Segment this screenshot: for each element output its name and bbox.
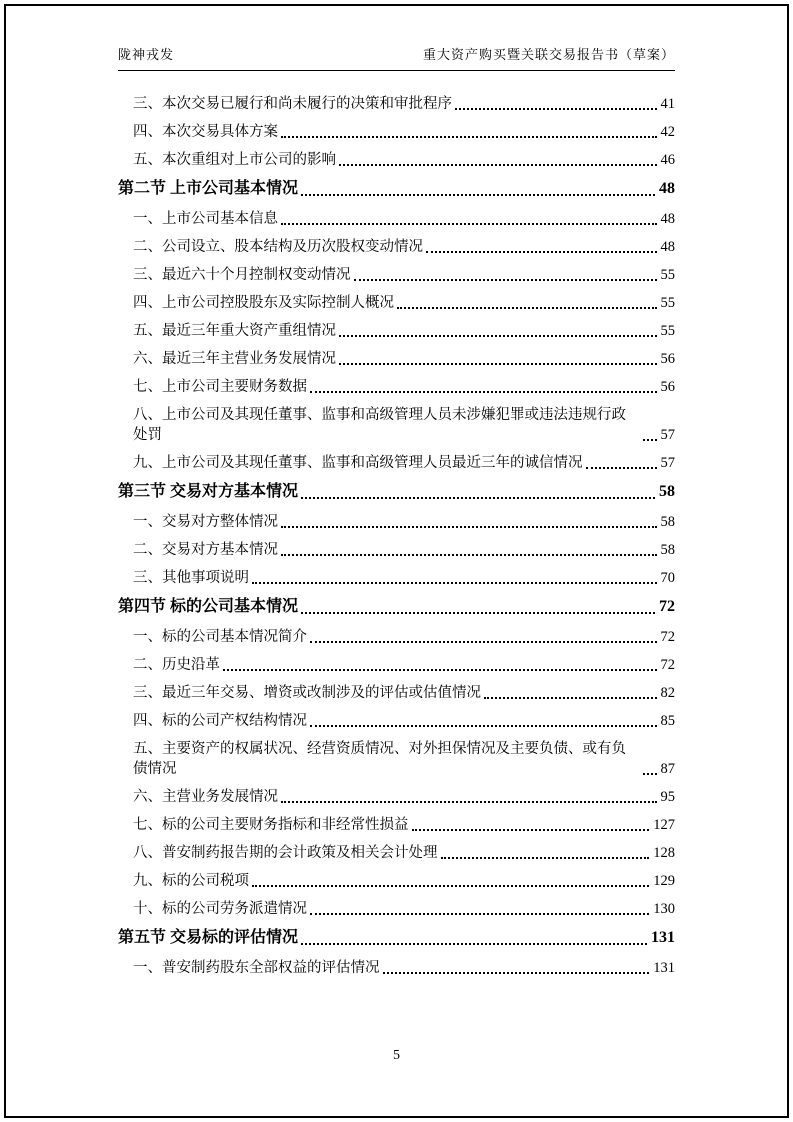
toc-entry-label: 二、公司设立、股本结构及历次股权变动情况 [133,239,423,255]
toc-entry-label: 九、标的公司税项 [133,873,249,889]
dot-leader [281,223,657,225]
toc-entry-label: 四、标的公司产权结构情况 [133,713,307,729]
toc-entry-page: 58 [660,542,675,558]
toc-entry[interactable] [118,122,675,142]
dot-leader [643,773,657,775]
toc-entry[interactable] [118,899,675,919]
toc-entry[interactable] [118,481,675,503]
toc-entry-label: 七、上市公司主要财务数据 [133,379,307,395]
toc-entry-page: 48 [660,239,675,255]
toc-entry-label: 六、最近三年主营业务发展情况 [133,351,336,367]
toc-entry[interactable] [118,293,675,313]
toc-entry-page: 131 [651,929,675,946]
toc-entry[interactable] [118,265,675,285]
toc-entry[interactable] [118,711,675,731]
toc-entry-label: 四、上市公司控股股东及实际控制人概况 [133,295,394,311]
toc-entry-label: 二、历史沿革 [133,657,220,673]
page-header [118,44,675,71]
toc-entry-page: 48 [659,180,675,197]
footer-page-number: 5 [393,1048,400,1063]
toc-entry-label: 第四节 标的公司基本情况 [118,598,299,615]
toc-entry[interactable] [118,655,675,675]
toc-entry-page: 82 [660,685,675,701]
toc-entry[interactable] [118,237,675,257]
dot-leader [310,913,649,915]
toc-entry-page: 72 [660,629,675,645]
toc-entry-page: 55 [660,323,675,339]
dot-leader [281,526,657,528]
toc-entry[interactable] [118,627,675,647]
toc-entry-label: 三、其他事项说明 [133,570,249,586]
toc-entry[interactable] [118,787,675,807]
toc-entry-label: 一、上市公司基本信息 [133,211,278,227]
toc-entry[interactable] [118,843,675,863]
dot-leader [301,194,655,196]
dot-leader [354,279,657,281]
toc-entry-label: 三、最近六十个月控制权变动情况 [133,267,351,283]
toc-entry[interactable] [118,349,675,369]
toc-entry[interactable] [118,739,675,779]
toc-entry-label: 三、本次交易已履行和尚未履行的决策和审批程序 [133,96,452,112]
dot-leader [281,136,657,138]
toc-entry[interactable] [118,927,675,949]
dot-leader [339,363,657,365]
dot-leader [441,857,650,859]
dot-leader [412,829,650,831]
toc-entry-page: 41 [660,96,675,112]
toc-entry-page: 70 [660,570,675,586]
toc-entry-page: 72 [659,598,675,615]
toc-entry-label: 六、主营业务发展情况 [133,789,278,805]
toc-entry-page: 87 [660,761,675,777]
dot-leader [252,582,657,584]
dot-leader [310,725,657,727]
toc-entry-label: 五、主要资产的权属状况、经营资质情况、对外担保情况及主要负债、或有负债情况 [133,741,626,777]
toc-entry[interactable] [118,94,675,114]
toc-entry-page: 46 [660,152,675,168]
toc-entry-label: 三、最近三年交易、增资或改制涉及的评估或估值情况 [133,685,481,701]
toc-entry-page: 58 [659,483,675,500]
dot-leader [426,251,657,253]
toc-entry-label: 十、标的公司劳务派遣情况 [133,901,307,917]
dot-leader [397,307,657,309]
dot-leader [281,554,657,556]
toc-entry-label: 一、标的公司基本情况简介 [133,629,307,645]
header-left-title: 陇神戎发 [118,47,175,62]
toc-entry-label: 八、普安制药报告期的会计政策及相关会计处理 [133,845,438,861]
toc-entry-label: 五、本次重组对上市公司的影响 [133,152,336,168]
toc-entry[interactable] [118,568,675,588]
dot-leader [310,391,657,393]
toc-entry-label: 一、普安制药股东全部权益的评估情况 [133,960,380,976]
toc-entry-label: 第三节 交易对方基本情况 [118,483,299,500]
toc-entry-page: 56 [660,379,675,395]
toc-entry-label: 一、交易对方整体情况 [133,514,278,530]
dot-leader [643,439,657,441]
toc-entry[interactable] [118,405,675,445]
toc-entry[interactable] [118,815,675,835]
toc-entry-page: 95 [660,789,675,805]
toc-entry[interactable] [118,453,675,473]
toc-list [118,94,675,986]
dot-leader [339,164,657,166]
toc-entry[interactable] [118,596,675,618]
toc-entry-label: 二、交易对方基本情况 [133,542,278,558]
dot-leader [252,885,649,887]
toc-entry-page: 128 [653,845,675,861]
toc-entry-page: 55 [660,267,675,283]
toc-entry-page: 57 [660,427,675,443]
dot-leader [301,612,655,614]
dot-leader [281,801,657,803]
toc-entry[interactable] [118,178,675,200]
toc-entry[interactable] [118,209,675,229]
dot-leader [310,641,657,643]
toc-entry[interactable] [118,321,675,341]
toc-entry-page: 72 [660,657,675,673]
toc-entry-page: 58 [660,514,675,530]
toc-entry[interactable] [118,540,675,560]
toc-entry-label: 八、上市公司及其现任董事、监事和高级管理人员未涉嫌犯罪或违法违规行政处罚 [133,407,626,443]
toc-entry-page: 85 [660,713,675,729]
dot-leader [301,943,647,945]
header-right-title: 重大资产购买暨关联交易报告书（草案） [422,47,675,62]
toc-entry[interactable] [118,871,675,891]
toc-entry-page: 127 [653,817,675,833]
toc-entry-page: 56 [660,351,675,367]
dot-leader [383,972,650,974]
dot-leader [339,335,657,337]
dot-leader [301,497,655,499]
toc-entry-page: 130 [653,901,675,917]
toc-entry-page: 48 [660,211,675,227]
toc-entry[interactable] [118,377,675,397]
dot-leader [586,467,657,469]
toc-entry[interactable] [118,512,675,532]
toc-entry-page: 57 [660,455,675,471]
page-footer [0,1048,793,1064]
dot-leader [484,697,657,699]
toc-entry-page: 129 [653,873,675,889]
toc-entry-label: 四、本次交易具体方案 [133,124,278,140]
toc-entry-page: 55 [660,295,675,311]
toc-entry[interactable] [118,683,675,703]
toc-entry[interactable] [118,958,675,978]
dot-leader [223,669,657,671]
toc-entry[interactable] [118,150,675,170]
toc-entry-page: 42 [660,124,675,140]
toc-entry-page: 131 [653,960,675,976]
dot-leader [455,108,657,110]
toc-entry-label: 七、标的公司主要财务指标和非经常性损益 [133,817,409,833]
toc-entry-label: 第二节 上市公司基本情况 [118,180,299,197]
toc-entry-label: 第五节 交易标的评估情况 [118,929,299,946]
toc-entry-label: 九、上市公司及其现任董事、监事和高级管理人员最近三年的诚信情况 [133,455,583,471]
toc-entry-label: 五、最近三年重大资产重组情况 [133,323,336,339]
